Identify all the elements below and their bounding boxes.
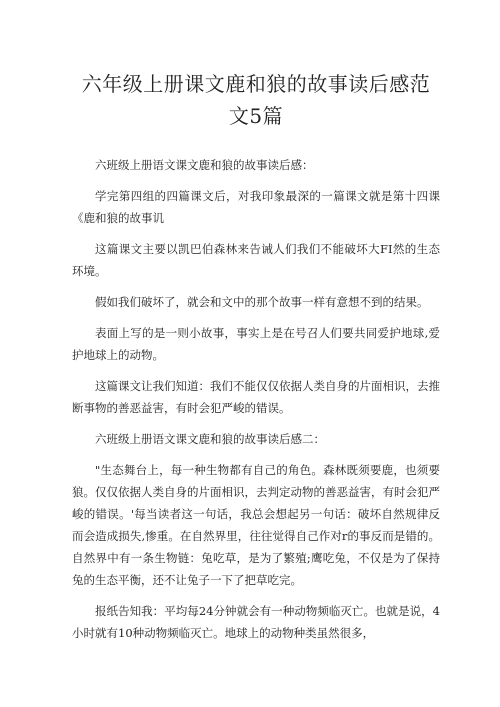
- document-title: 六年级上册课文鹿和狼的故事读后感范文5篇: [81, 72, 431, 128]
- paragraph: 六班级上册语文课文鹿和狼的故事读后感：: [95, 158, 314, 172]
- paragraph: 假如我们破坏了，就会和文中的那个故事一样有意想不到的结果。: [95, 295, 429, 309]
- paragraph: 报纸告知我：平均每24分钟就会有一种动物频临灭亡。也就是说，4小时就有10种动物频临灭亡。地球上的动物种类虽然很多，: [72, 604, 440, 640]
- document-body: [72, 154, 440, 644]
- paragraph: 表面上写的是一则小故事，事实上是在号召人们要共同爱护地球,爱护地球上的动物。: [72, 326, 440, 362]
- paragraph: "生态舞台上，每一种生物都有自己的角色。森林既须要鹿，也须要狼。仅仅依据人类自身的片面相识，去判定动物的善恶益害，有时会犯严峻的错误。'每当读者这一句话，我总会想起另一句话：破坏自然规律反而会造成损失,惨重。在自然界里，往往觉得自己作对r的事反而是错的。自然界中有一条生物链：兔吃草，是为了繁殖;鹰吃兔，不仅是为了保持兔的生态平衡，还不让兔子一下了把草吃完。: [72, 463, 440, 587]
- paragraph: 这篇课文主要以凯巴伯森林来告诫人们我们不能破坏大FI然的生态环境。: [72, 242, 440, 278]
- paragraph: 六班级上册语文课文鹿和狼的故事读后感二：: [95, 432, 325, 446]
- paragraph: 这篇课文让我们知道：我们不能仅仅依据人类自身的片面相识，去推断事物的善恶益害，有时会犯严峻的错误。: [72, 379, 440, 415]
- paragraph: 学完第四组的四篇课文后，对我印象最深的一篇课文就是第十四课《鹿和狼的故事讥: [72, 189, 440, 225]
